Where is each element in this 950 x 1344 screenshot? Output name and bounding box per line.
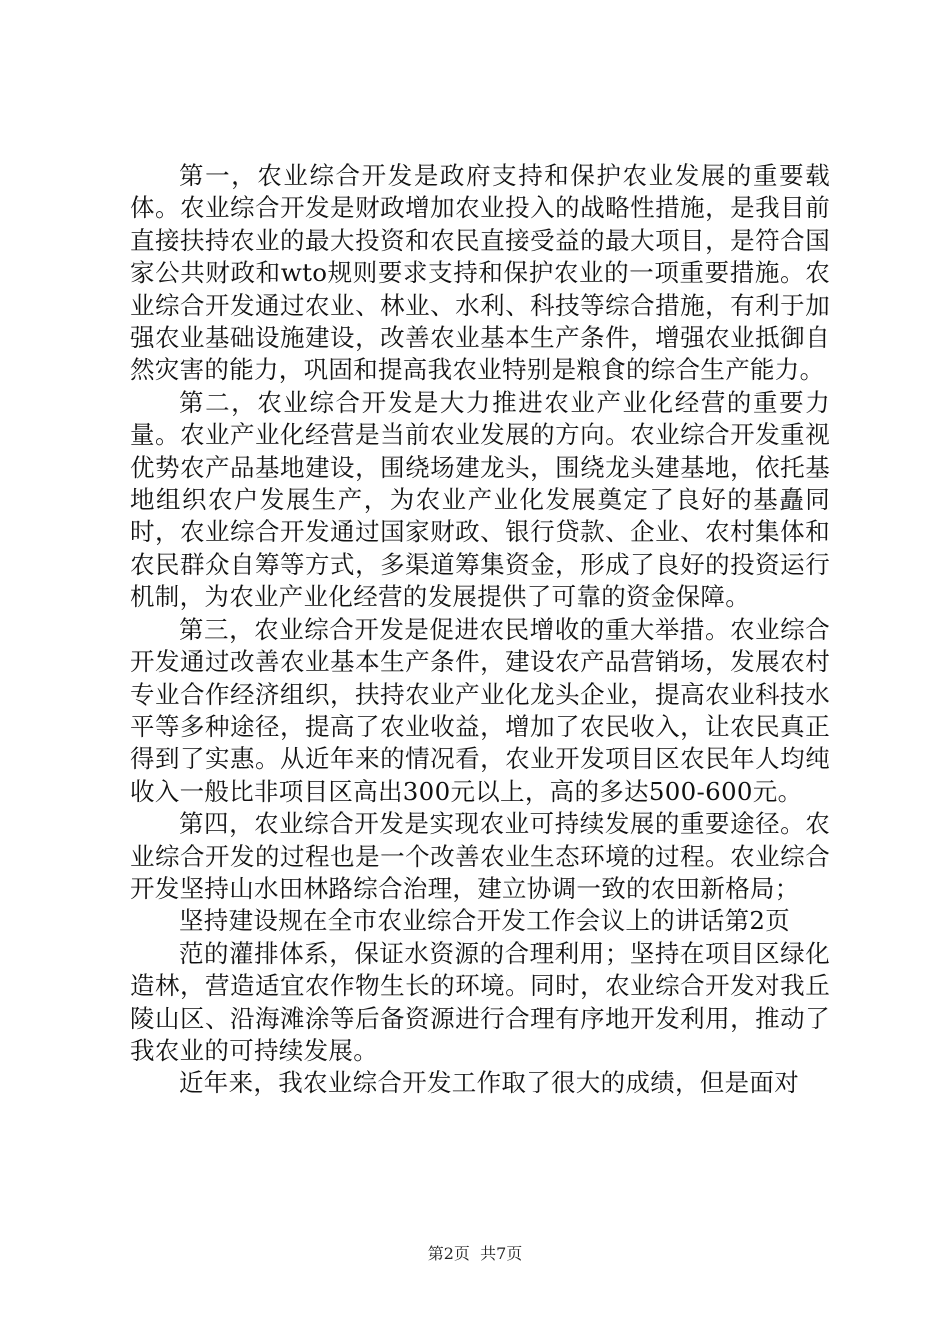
- paragraph-3: 第三，农业综合开发是促进农民增收的重大举措。农业综合开发通过改善农业基本生产条件，建设农产品营销场，发展农村专业合作经济组织，扶持农业产业化龙头企业，提高农业科技水平等多种途径，提高了农业收益，增加了农民收入，让农民真正得到了实惠。从近年来的情况看，农业开发项目区农民年人均纯收入一般比非项目区高出300元以上，高的多达500-600元。: [130, 614, 830, 806]
- paragraph-4: 第四，农业综合开发是实现农业可持续发展的重要途径。农业综合开发的过程也是一个改善农业生态环境的过程。农业综合开发坚持山水田林路综合治理，建立协调一致的农田新格局；: [130, 809, 830, 903]
- footer-spacer: [470, 1244, 480, 1263]
- paragraph-1: 第一，农业综合开发是政府支持和保护农业发展的重要载体。农业综合开发是财政增加农业投入的战略性措施，是我目前直接扶持农业的最大投资和农民直接受益的最大项目，是符合国家公共财政和wto规则要求支持和保护农业的一项重要措施。农业综合开发通过农业、林业、水利、科技等综合措施，有利于加强农业基础设施建设，改善农业基本生产条件，增强农业抵御自然灾害的能力，巩固和提高我农业特别是粮食的综合生产能力。: [130, 161, 830, 385]
- paragraph-running-title: 坚持建设规在全市农业综合开发工作会议上的讲话第2页: [179, 906, 791, 936]
- page-number: 第2页: [427, 1244, 470, 1263]
- page-footer: [0, 1243, 950, 1265]
- page-total: 共7页: [480, 1244, 523, 1263]
- document-body: [130, 160, 830, 1100]
- paragraph-2: 第二，农业综合开发是大力推进农业产业化经营的重要力量。农业产业化经营是当前农业发展的方向。农业综合开发重视优势农产品基地建设，围绕场建龙头，围绕龙头建基地，依托基地组织农户发展生产，为农业产业化发展奠定了良好的基矗同时，农业综合开发通过国家财政、银行贷款、企业、农村集体和农民群众自筹等方式，多渠道筹集资金，形成了良好的投资运行机制，为农业产业化经营的发展提供了可靠的资金保障。: [130, 387, 830, 612]
- paragraph-6: 近年来，我农业综合开发工作取了很大的成绩，但是面对: [179, 1068, 799, 1098]
- paragraph-5: 范的灌排体系，保证水资源的合理利用；坚持在项目区绿化造林，营造适宜农作物生长的环境。同时，农业综合开发对我丘陵山区、沿海滩涂等后备资源进行合理有序地开发利用，推动了我农业的可持续发展。: [130, 938, 830, 1065]
